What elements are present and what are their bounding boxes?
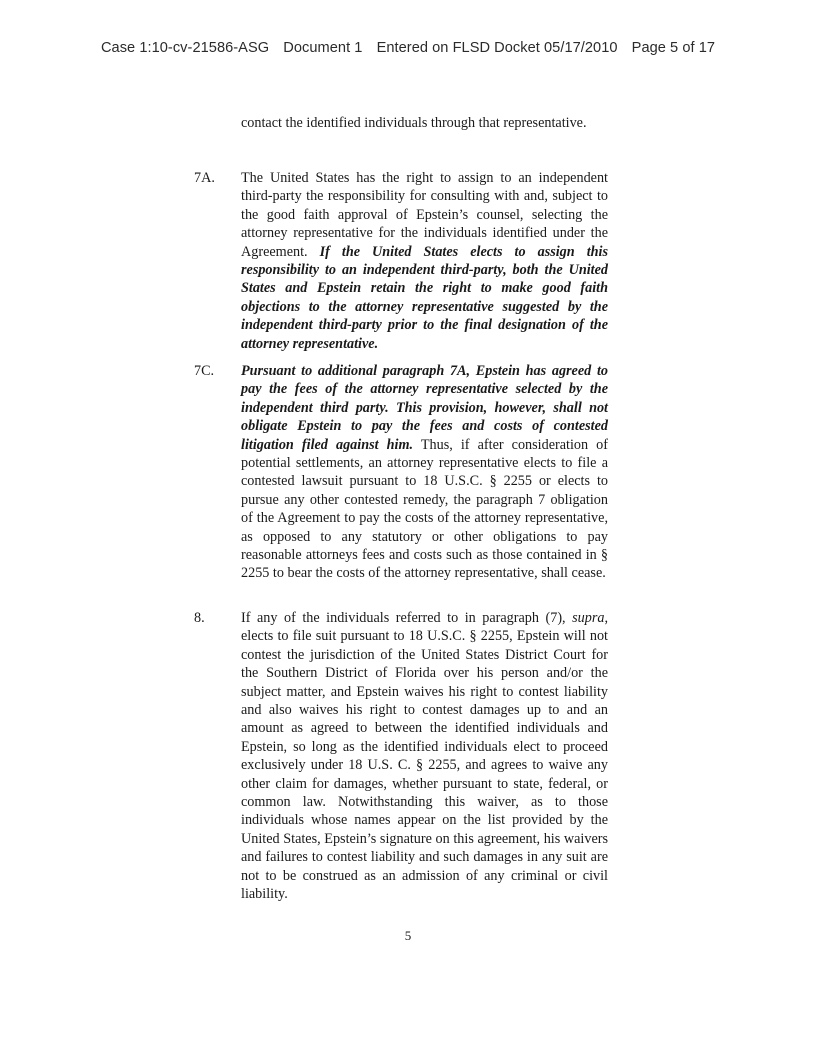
paragraph-7c-emphasis: Pursuant to additional paragraph 7A, Epstein has agreed to pay the fees of the attorney representative selected by the independent third party. This provision, however, shall not obligate Epstein to pay the fees and costs of contested litigation filed against him. xyxy=(241,363,608,453)
document-number: Document 1 xyxy=(283,40,363,56)
paragraph-7c xyxy=(241,362,608,583)
paragraph-7a xyxy=(241,169,608,353)
paragraph-8-text-rest: , elects to file suit pursuant to 18 U.S.C. § 2255, Epstein will not contest the jurisdiction of the United States District Court for the Southern District of Florida over his person and/or the subject matter, and Epstein waives his right to contest liability and also waives his right to contest damages up to and an amount as agreed to between the identified individuals and Epstein, so long as the identified individuals elect to proceed exclusively under 18 U.S. C. § 2255, and agrees to waive any other claim for damages, whether pursuant to state, federal, or common law. Notwithstanding this waiver, as to those individuals whose names appear on the list provided by the United States, Epstein’s signature on this agreement, his waivers and failures to contest liability and such damages in any suit are not to be construed as an admission of any criminal or civil liability. xyxy=(241,610,608,903)
paragraph-8 xyxy=(241,609,608,904)
paragraph-8-text-start: If any of the individuals referred to in paragraph (7), xyxy=(241,610,573,626)
page-count: Page 5 of 17 xyxy=(631,40,716,56)
docket-entry: Entered on FLSD Docket 05/17/2010 xyxy=(376,40,618,56)
paragraph-7a-emphasis: If the United States elects to assign this responsibility to an independent third-party, both the United States and Epstein retain the right to make good faith objections to the attorney representative suggested by the independent third-party prior to the final designation of the attorney representative. xyxy=(241,243,608,352)
paragraph-7c-number: 7C. xyxy=(194,363,215,379)
paragraph-7a-number: 7A. xyxy=(194,170,215,186)
case-number: Case 1:10-cv-21586-ASG xyxy=(100,40,270,56)
paragraph-7c-text: Thus, if after consideration of potential settlements, an attorney representative elects to file a contested lawsuit pursuant to 18 U.S.C. § 2255 or elects to pursue any other contested remedy, the paragraph 7 obligation of the Agreement to pay the costs of the attorney representative, as opposed to any statutory or other obligations to pay reasonable attorneys fees and costs such as those contained in § 2255 to bear the costs of the attorney representative, shall cease. xyxy=(241,436,608,582)
paragraph-8-number: 8. xyxy=(194,610,205,626)
paragraph-7a-text: The United States has the right to assign to an independent third-party the responsibility for consulting with and, subject to the good faith approval of Epstein’s counsel, selecting the attorney representative for the individuals identified under the Agreement. xyxy=(241,170,608,260)
paragraph-continuation-text: contact the identified individuals through that representative. xyxy=(241,115,587,131)
paragraph-8-supra: supra xyxy=(572,610,605,626)
docket-header xyxy=(0,40,816,56)
paragraph-continuation xyxy=(241,114,608,132)
page-number: 5 xyxy=(404,928,412,943)
